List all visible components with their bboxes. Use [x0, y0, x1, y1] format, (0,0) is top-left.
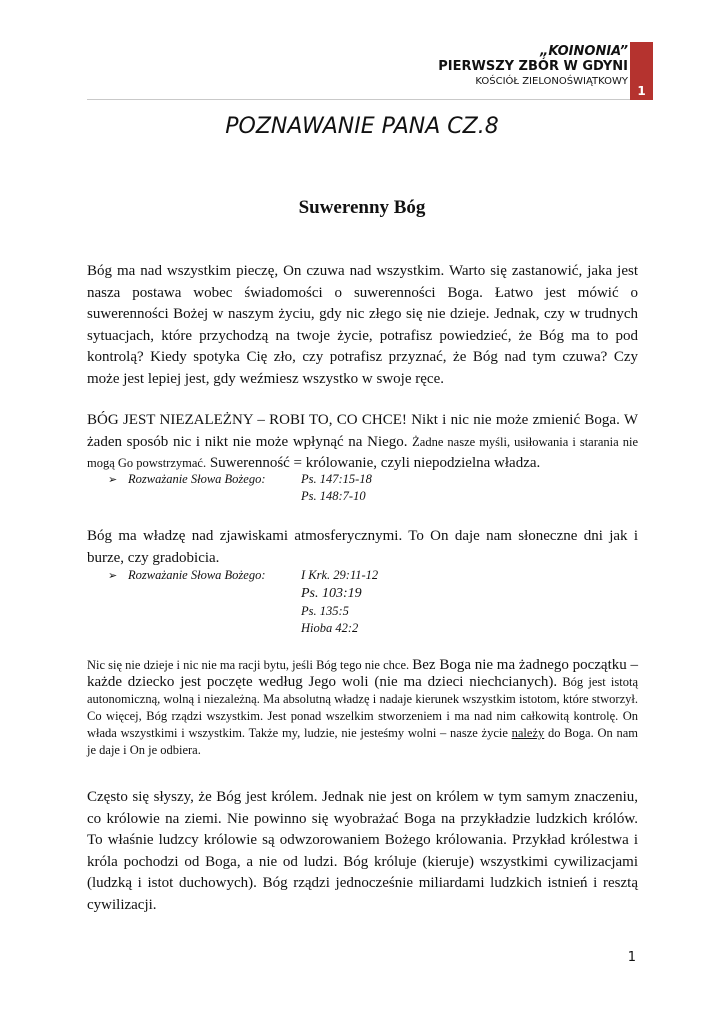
church-name: PIERWSZY ZBÓR W GDYNI	[438, 59, 628, 74]
list-item	[108, 584, 638, 603]
paragraph-4-intro: Nic się nie dzieje i nic nie ma racji bytu, jeśli Bóg tego nie chce.	[87, 658, 413, 672]
paragraph-4-end: do Boga. On nam je daje i On je odbiera.	[87, 726, 638, 757]
paragraph-4	[87, 657, 638, 759]
page-tab-number: 1	[637, 84, 646, 98]
community-name: „KOINONIA”	[540, 44, 628, 59]
verse-ref: Ps. 103:19	[301, 586, 362, 601]
paragraph-2-definition: Suwerenność = królowanie, czyli niepodzielna władza.	[206, 455, 541, 471]
list-item	[108, 471, 638, 488]
paragraph-5: Często się słyszy, że Bóg jest królem. Jednak nie jest on królem w tym samym znaczeniu, co królowie na ziemi. Nie powinno się wyobrażać Boga na przykładzie ludzkich królów. To właśnie ludzcy królowie są odwzorowaniem Bożego królowania. Przykład królestwa i króla pochodzi od Boga, a nie od ludzi. Bóg króluje (kieruje) wszystkimi cywilizacjami (ludzką i istot duchowych). Bóg rządzi jednocześnie miliardami ludzkich istnień i resztą cywilizacji.	[87, 789, 638, 913]
refs-label: Rozważanie Słowa Bożego:	[128, 568, 266, 582]
list-item	[108, 567, 638, 584]
refs-label: Rozważanie Słowa Bożego:	[128, 472, 266, 486]
page-header	[438, 44, 628, 89]
verse-ref: Hioba 42:2	[301, 621, 359, 635]
paragraph-4-emphasis: Bez Boga nie ma żadnego początku – każde dziecko jest poczęte według Jego woli (nie ma dzieci niechcianych).	[87, 657, 638, 690]
verse-ref: Ps. 148:7-10	[301, 489, 366, 503]
page-number: 1	[627, 950, 636, 965]
arrow-bullet-icon: ➢	[108, 569, 118, 582]
list-item	[108, 488, 638, 505]
scripture-refs-1	[108, 471, 638, 505]
scripture-refs-2	[108, 567, 638, 637]
paragraph-2-small: Żadne nasze myśli, usiłowania i starania nie mogą Go powstrzymać.	[87, 434, 638, 470]
paragraph-1: Bóg ma nad wszystkim pieczę, On czuwa nad wszystkim. Warto się zastanowić, jaka jest nasza postawa wobec świadomości o suwerenności Boga. Łatwo jest mówić o suwerenności Bożej w naszym życiu, gdy nic złego się nie dzieje. Jednak, czy w trudnych sytuacjach, które przychodzą na twoje życie, potrafisz powiedzieć, że Bóg ma to pod kontrolą? Kiedy spotyka Cię zło, czy potrafisz przyznać, że Bóg nad tym czuwa? Czy może jest lepiej jest, gdy weźmiesz wszystko w swoje ręce.	[87, 263, 638, 387]
paragraph-3: Bóg ma władzę nad zjawiskami atmosferycznymi. To On daje nam słoneczne dni jak i burze, czy gradobicia.	[87, 528, 638, 566]
paragraph-2	[87, 410, 638, 475]
church-denomination: KOŚCIÓŁ ZIELONOŚWIĄTKOWY	[475, 76, 628, 87]
paragraph-4-body: Bóg jest istotą autonomiczną, wolną i niezależną. Ma absolutną władzę i nadaje kierunek wszystkim istotom, które stworzył. Co więcej, Bóg rządzi wszystkim. Jest ponad wszelkim stworzeniem i ma nad nim całkowitą kontrolę. On włada wszystkimi i wszystkim. Także my, ludzie, nie jesteśmy wolni – nasze życie	[87, 675, 638, 740]
document-title: POZNAWANIE PANA CZ.8	[225, 114, 499, 139]
arrow-bullet-icon: ➢	[108, 473, 118, 486]
verse-ref: Ps. 147:15-18	[301, 472, 372, 486]
underlined-word: należy	[511, 726, 545, 740]
header-divider	[87, 99, 630, 100]
page-tab	[630, 42, 653, 100]
verse-ref: I Krk. 29:11-12	[301, 568, 379, 582]
document-subtitle: Suwerenny Bóg	[298, 197, 426, 218]
list-item	[108, 620, 638, 637]
paragraph-2-main: BÓG JEST NIEZALEŻNY – ROBI TO, CO CHCE! Nikt i nic nie może zmienić Boga. W żaden sposób nic i nikt nie może wpłynąć na Niego.	[87, 412, 638, 450]
verse-ref: Ps. 135:5	[301, 604, 349, 618]
list-item	[108, 603, 638, 620]
